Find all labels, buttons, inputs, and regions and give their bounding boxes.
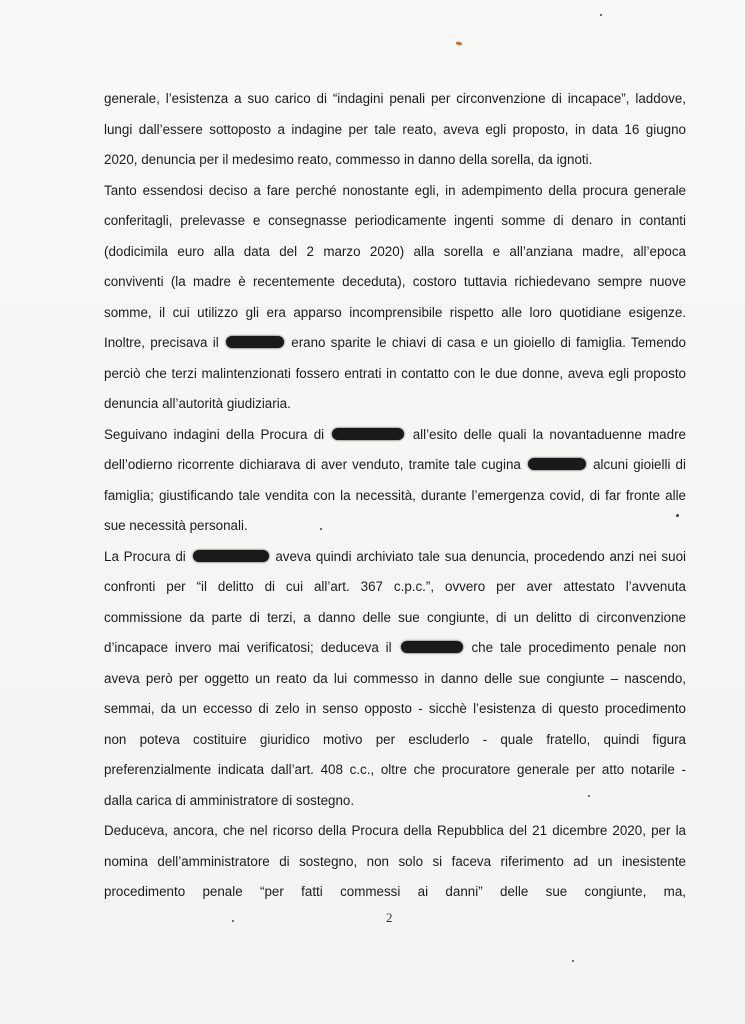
text-line (104, 115, 686, 146)
redaction-mark (401, 641, 463, 653)
text-segment: denuncia all’autorità giudiziaria. (104, 396, 291, 411)
text-line (104, 847, 686, 878)
redaction-mark (528, 458, 586, 470)
text-segment: alcuni gioielli di (593, 457, 686, 472)
text-segment: confronti per “il delitto di cui all’art. 367 c.p.c.”, ovvero per aver attestato l’avvenuta (104, 579, 686, 594)
text-segment: Seguivano indagini della Procura di (104, 426, 325, 442)
text-line (104, 603, 686, 634)
text-segment: d’incapace invero mai verificatosi; deduceva il (104, 640, 392, 655)
text-segment: generale, l’esistenza a suo carico di “indagini penali per circonvenzione di incapace”, laddove, (104, 91, 686, 106)
text-segment: Inoltre, precisava il (104, 335, 219, 350)
text-line (104, 176, 686, 207)
text-line (104, 725, 686, 756)
text-segment: aveva quindi archiviato tale sua denuncia, procedendo anzi nei suoi (275, 548, 686, 564)
text-segment: dell’odierno ricorrente dichiarava di aver venduto, tramite tale cugina (104, 457, 521, 472)
text-line (104, 816, 686, 847)
page-number: 2 (386, 910, 393, 925)
text-line (104, 877, 686, 908)
redaction-mark (332, 428, 404, 440)
text-segment: (dodicimila euro alla data del 2 marzo 2020) alla sorella e all’anziana madre, all’epoca (104, 243, 686, 259)
scan-speck (676, 514, 679, 517)
text-segment: 2020, denuncia per il medesimo reato, commesso in danno della sorella, da ignoti. (104, 152, 593, 167)
text-line (104, 481, 686, 512)
text-segment: che tale procedimento penale non (471, 640, 687, 655)
scan-mark (456, 41, 463, 45)
text-line (104, 511, 686, 542)
text-segment: lungi dall’essere sottoposto a indagine per tale reato, aveva egli proposto, in data 16 giugno (104, 121, 686, 137)
text-segment: conviventi (la madre è recentemente deceduta), costoro tuttavia richiedevano sempre nuove (104, 274, 686, 289)
scan-speck (600, 14, 602, 16)
text-line (104, 298, 686, 329)
text-line (104, 328, 686, 359)
text-segment: perciò che terzi malintenzionati fossero entrati in contatto con le due donne, aveva egli proposto (104, 365, 686, 381)
text-line (104, 633, 686, 664)
text-line (104, 237, 686, 268)
text-segment: aveva però per oggetto un reato da lui commesso in danno delle sue congiunte – nascendo, (104, 670, 686, 686)
text-segment: preferenzialmente indicata dall’art. 408 c.c., oltre che procuratore generale per atto notarile - (104, 762, 686, 777)
text-segment: famiglia; giustificando tale vendita con la necessità, durante l’emergenza covid, di far fronte alle (104, 487, 686, 503)
text-segment: somme, il cui utilizzo gli era apparso incomprensibile rispetto alle loro quotidiane esigenze. (104, 304, 686, 320)
text-line (104, 145, 686, 176)
text-line (104, 664, 686, 695)
text-line (104, 572, 686, 603)
scan-speck (320, 528, 322, 530)
text-segment: semmai, da un eccesso di zelo in senso opposto - sicchè l’esistenza di questo procedimento (104, 701, 686, 716)
text-line (104, 542, 686, 573)
text-line (104, 755, 686, 786)
text-segment: procedimento penale “per fatti commessi ai danni” delle sue congiunte, ma, (104, 884, 686, 899)
text-line (104, 267, 686, 298)
text-segment: sue necessità personali. (104, 518, 248, 533)
text-line (104, 84, 686, 115)
redaction-mark (193, 550, 269, 562)
text-segment: commissione da parte di terzi, a danno delle sue congiunte, di un delitto di circonvenzione (104, 609, 686, 625)
scan-speck (588, 795, 590, 797)
text-line (104, 389, 686, 420)
text-segment: Tanto essendosi deciso a fare perché nonostante egli, in adempimento della procura generale (104, 182, 686, 198)
scan-speck (232, 920, 234, 922)
text-segment: all’esito delle quali la novantaduenne madre (412, 426, 686, 442)
text-line (104, 694, 686, 725)
text-segment: nomina dell’amministratore di sostegno, non solo si faceva riferimento ad un inesistente (104, 853, 686, 869)
text-segment: La Procura di (104, 548, 186, 564)
text-line (104, 359, 686, 390)
text-line (104, 206, 686, 237)
text-segment: erano sparite le chiavi di casa e un gioiello di famiglia. Temendo (291, 335, 687, 350)
document-body (104, 84, 686, 908)
text-line (104, 420, 686, 451)
text-segment: non poteva costituire giuridico motivo per escluderlo - quale fratello, quindi figura (104, 731, 686, 747)
text-line (104, 786, 686, 817)
text-segment: conferitagli, prelevasse e consegnasse periodicamente ingenti somme di denaro in contanti (104, 213, 686, 228)
text-segment: dalla carica di amministratore di sostegno. (104, 792, 355, 808)
text-line (104, 450, 686, 481)
scan-speck (572, 960, 574, 962)
redaction-mark (226, 336, 284, 348)
text-segment: Deduceva, ancora, che nel ricorso della Procura della Repubblica del 21 dicembre 2020, per la (104, 823, 686, 838)
